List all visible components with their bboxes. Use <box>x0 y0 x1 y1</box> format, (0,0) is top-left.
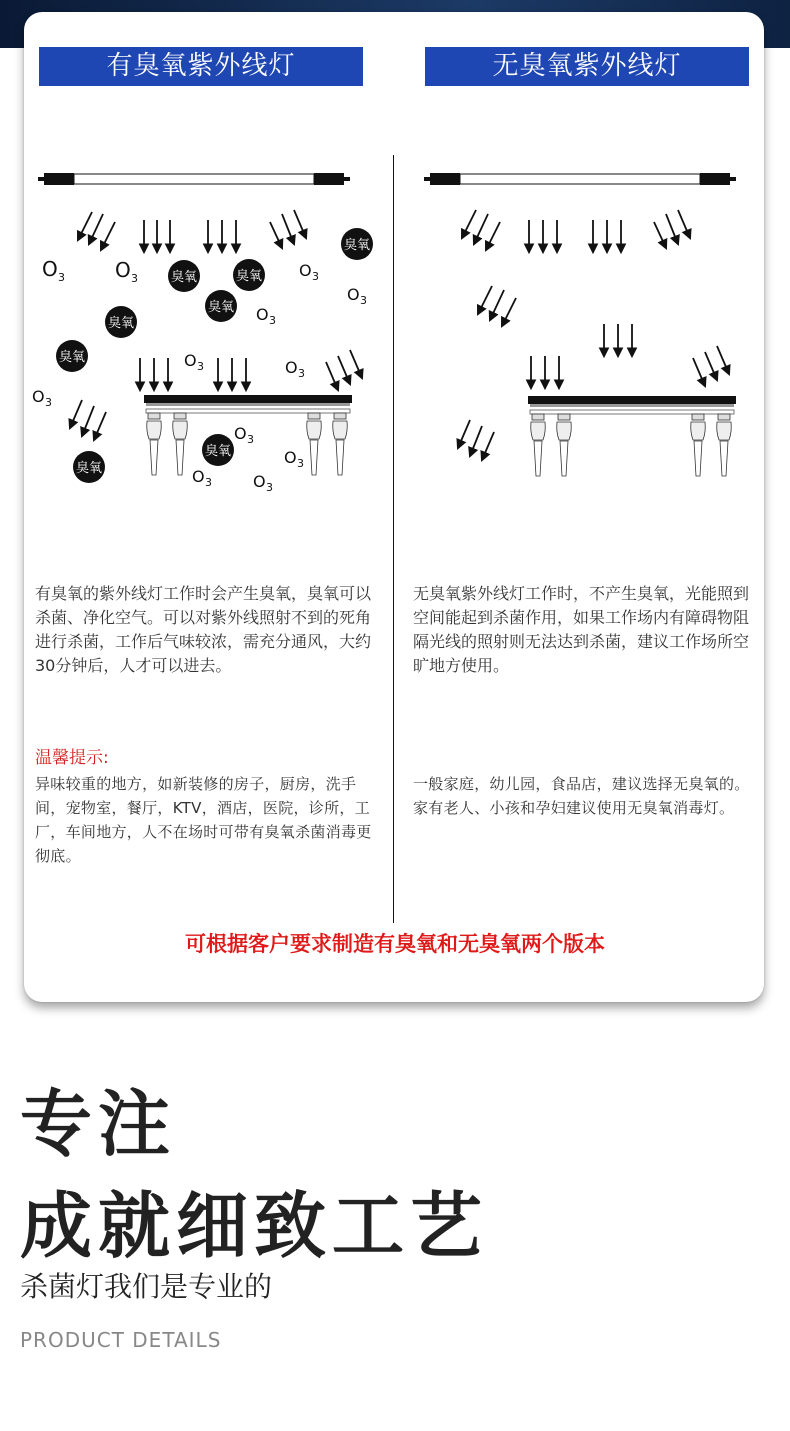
svg-text:3: 3 <box>360 294 367 307</box>
svg-text:臭氧: 臭氧 <box>107 316 135 331</box>
svg-text:O: O <box>253 472 266 491</box>
svg-text:3: 3 <box>58 271 65 284</box>
svg-text:O: O <box>285 358 298 377</box>
product-details-label: PRODUCT DETAILS <box>20 1328 222 1352</box>
uv-lamp-tube-left <box>38 173 350 185</box>
svg-text:3: 3 <box>131 272 138 285</box>
svg-text:臭氧: 臭氧 <box>58 350 86 365</box>
svg-text:O: O <box>32 387 45 406</box>
svg-text:3: 3 <box>298 367 305 380</box>
svg-text:O: O <box>284 448 297 467</box>
svg-text:3: 3 <box>197 360 204 373</box>
custom-version-note: 可根据客户要求制造有臭氧和无臭氧两个版本 <box>185 931 605 956</box>
svg-text:O: O <box>299 261 312 280</box>
ozone-comparison-diagram <box>0 0 790 520</box>
uv-lamp-tube-right <box>424 173 736 185</box>
ozone-free-lamp-description: 无臭氧紫外线灯工作时，不产生臭氧，光能照到空间能起到杀菌作用，如果工作场内有障碍物阻隔光线的照射则无法达到杀菌，建议工作场所空旷地方使用。 <box>413 584 750 675</box>
svg-text:臭氧: 臭氧 <box>170 270 198 285</box>
svg-text:臭氧: 臭氧 <box>235 269 263 284</box>
svg-text:3: 3 <box>269 314 276 327</box>
table-right <box>528 396 736 476</box>
svg-text:3: 3 <box>247 433 254 446</box>
svg-text:O: O <box>192 467 205 486</box>
svg-text:O: O <box>256 305 269 324</box>
svg-text:O: O <box>42 257 58 281</box>
ozone-lamp-description: 有臭氧的紫外线灯工作时会产生臭氧，臭氧可以杀菌、净化空气。可以对紫外线照射不到的死角进行杀菌，工作后气味较浓，需充分通风，大约30分钟后，人才可以进去。 <box>35 584 372 675</box>
uv-ray-arrows-right <box>458 210 729 460</box>
svg-text:臭氧: 臭氧 <box>75 461 103 476</box>
svg-text:臭氧: 臭氧 <box>204 444 232 459</box>
ozone-badge-icon <box>56 228 373 483</box>
ozone-free-lamp-title: 无臭氧紫外线灯 <box>425 47 749 86</box>
svg-text:3: 3 <box>45 396 52 409</box>
svg-text:O: O <box>115 258 131 282</box>
svg-text:臭氧: 臭氧 <box>207 300 235 315</box>
heading-focus: 专注 <box>20 1082 177 1166</box>
ozone-lamp-title: 有臭氧紫外线灯 <box>39 47 363 86</box>
svg-text:O: O <box>184 351 197 370</box>
svg-text:O: O <box>234 424 247 443</box>
svg-text:3: 3 <box>266 481 273 494</box>
svg-text:O: O <box>347 285 360 304</box>
heading-craftsmanship: 成就细致工艺 <box>20 1184 489 1268</box>
warm-tip-label: 温馨提示: <box>35 748 109 768</box>
svg-text:3: 3 <box>312 270 319 283</box>
svg-text:3: 3 <box>297 457 304 470</box>
subheading: 杀菌灯我们是专业的 <box>20 1270 273 1303</box>
svg-text:3: 3 <box>205 476 212 489</box>
ozone-free-lamp-usage-note: 一般家庭，幼儿园，食品店，建议选择无臭氧的。家有老人、小孩和孕妇建议使用无臭氧消毒灯。 <box>413 775 750 817</box>
ozone-lamp-usage-note: 异味较重的地方，如新装修的房子，厨房，洗手间，宠物室，餐厅，KTV，酒店，医院，诊所，工厂，车间地方，人不在场时可带有臭氧杀菌消毒更彻底。 <box>35 775 372 865</box>
svg-text:臭氧: 臭氧 <box>343 238 371 253</box>
